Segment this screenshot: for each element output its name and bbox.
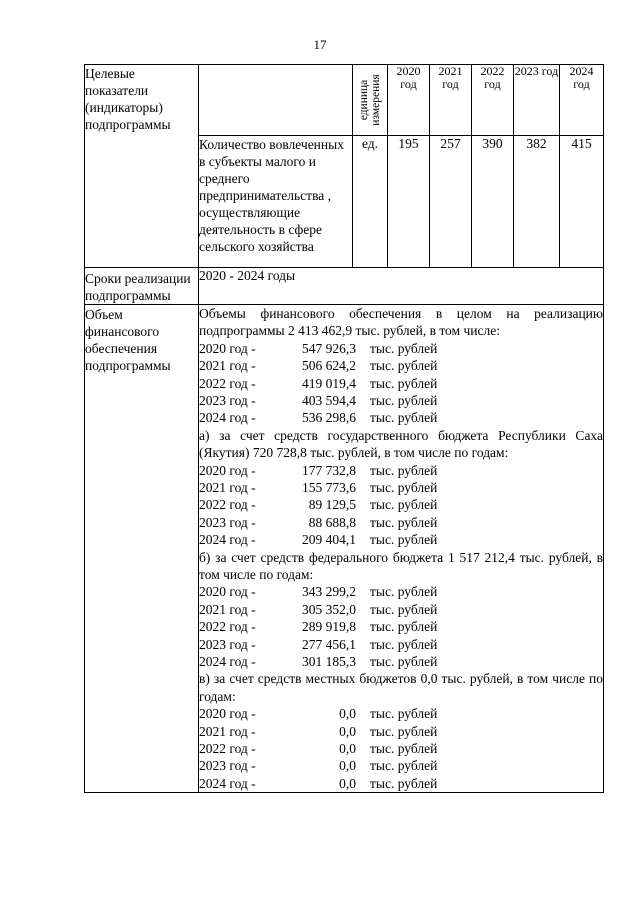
unit-header-text: единица измерения [358,74,382,126]
unit-cell: тыс. рублей [370,758,438,774]
amount-cell: 0,0 [339,775,356,791]
federal-row [199,601,603,618]
indicators-label: Целевые показатели (индикаторы) подпрограммы [85,65,199,268]
total-rows [199,340,603,427]
indicator-name-header [199,65,353,136]
amount-cell: 289 919,8 [302,619,356,635]
unit-cell: тыс. рублей [370,532,438,548]
unit-cell: тыс. рублей [370,740,438,756]
amount-cell: 0,0 [339,706,356,722]
unit-cell: тыс. рублей [370,601,438,617]
total-row [199,357,603,374]
unit-cell: тыс. рублей [370,497,438,513]
federal-row [199,583,603,600]
indicator-value-2020: 195 [388,136,430,268]
year-cell: 2022 год - [199,375,256,391]
total-row [199,392,603,409]
amount-cell: 209 404,1 [302,532,356,548]
amount-cell: 536 298,6 [302,410,356,426]
local-row [199,757,603,774]
amount-cell: 419 019,4 [302,375,356,391]
year-cell: 2021 год - [199,723,256,739]
amount-cell: 0,0 [339,740,356,756]
finance-label: Объем финансового обеспечения подпрограммы [85,305,199,793]
finance-details [199,305,604,793]
finance-intro: Объемы финансового обеспечения в целом на реализацию подпрограммы 2 413 462,9 тыс. рублей, в том числе: [199,306,603,339]
state-row [199,479,603,496]
unit-cell: тыс. рублей [370,392,438,408]
total-row [199,409,603,426]
indicator-name: Количество вовлеченных в субъекты малого и среднего предпринимательства , осуществляющие деятельность в сфере сельского хозяйства [199,136,353,268]
amount-cell: 155 773,6 [302,479,356,495]
unit-cell: тыс. рублей [370,340,438,356]
year-cell: 2021 год - [199,358,256,374]
federal-row [199,636,603,653]
year-cell: 2023 год - [199,636,256,652]
amount-cell: 277 456,1 [302,636,356,652]
program-passport-table [84,64,604,793]
amount-cell: 177 732,8 [302,462,356,478]
total-row [199,375,603,392]
year-cell: 2024 год - [199,775,256,791]
finance-row [85,305,604,793]
year-header-2024: 2024 год [560,65,604,136]
period-value: 2020 - 2024 годы [199,268,604,305]
year-header-2021: 2021 год [430,65,472,136]
indicator-value-2021: 257 [430,136,472,268]
year-header-2022: 2022 год [472,65,514,136]
state-row [199,462,603,479]
amount-cell: 403 594,4 [302,392,356,408]
year-cell: 2022 год - [199,497,256,513]
unit-cell: тыс. рублей [370,375,438,391]
indicator-value-2023: 382 [514,136,560,268]
amount-cell: 301 185,3 [302,653,356,669]
state-row [199,531,603,548]
indicator-header-row [85,65,604,136]
amount-cell: 547 926,3 [302,340,356,356]
page-number: 17 [313,37,327,52]
unit-cell: тыс. рублей [370,479,438,495]
period-label: Сроки реализации подпрограммы [85,268,199,305]
amount-cell: 0,0 [339,723,356,739]
unit-cell: тыс. рублей [370,514,438,530]
year-cell: 2020 год - [199,340,256,356]
year-cell: 2020 год - [199,584,256,600]
unit-cell: тыс. рублей [370,619,438,635]
local-rows [199,705,603,792]
year-cell: 2021 год - [199,479,256,495]
amount-cell: 88 688,8 [308,514,356,530]
year-cell: 2021 год - [199,601,256,617]
unit-cell: тыс. рублей [370,584,438,600]
unit-cell: тыс. рублей [370,462,438,478]
federal-row [199,653,603,670]
year-cell: 2024 год - [199,532,256,548]
state-budget-intro: а) за счет средств государственного бюджета Республики Саха (Якутия) 720 728,8 тыс. рублей, в том числе по годам: [199,427,603,461]
total-row [199,340,603,357]
amount-cell: 89 129,5 [308,497,356,513]
federal-rows [199,583,603,670]
unit-cell: тыс. рублей [370,636,438,652]
year-cell: 2022 год - [199,619,256,635]
indicator-unit: ед. [353,136,388,268]
local-row [199,723,603,740]
year-cell: 2020 год - [199,462,256,478]
year-cell: 2023 год - [199,392,256,408]
amount-cell: 0,0 [339,758,356,774]
unit-cell: тыс. рублей [370,358,438,374]
unit-cell: тыс. рублей [370,410,438,426]
year-cell: 2024 год - [199,410,256,426]
year-cell: 2024 год - [199,653,256,669]
unit-cell: тыс. рублей [370,653,438,669]
year-cell: 2020 год - [199,706,256,722]
unit-cell: тыс. рублей [370,775,438,791]
federal-row [199,618,603,635]
unit-header [353,65,388,136]
year-header-2020: 2020 год [388,65,430,136]
state-row [199,514,603,531]
local-row [199,705,603,722]
amount-cell: 305 352,0 [302,601,356,617]
local-row [199,775,603,792]
period-row [85,268,604,305]
amount-cell: 343 299,2 [302,584,356,600]
local-budget-intro: в) за счет средств местных бюджетов 0,0 тыс. рублей, в том числе по годам: [199,671,603,704]
year-cell: 2023 год - [199,758,256,774]
indicator-value-2022: 390 [472,136,514,268]
state-rows [199,462,603,549]
state-row [199,496,603,513]
year-cell: 2022 год - [199,740,256,756]
year-header-2023: 2023 год [514,65,560,136]
unit-cell: тыс. рублей [370,723,438,739]
amount-cell: 506 624,2 [302,358,356,374]
local-row [199,740,603,757]
year-cell: 2023 год - [199,514,256,530]
indicator-value-2024: 415 [560,136,604,268]
unit-cell: тыс. рублей [370,706,438,722]
federal-budget-intro: б) за счет средств федерального бюджета 1 517 212,4 тыс. рублей, в том числе по годам: [199,549,603,582]
